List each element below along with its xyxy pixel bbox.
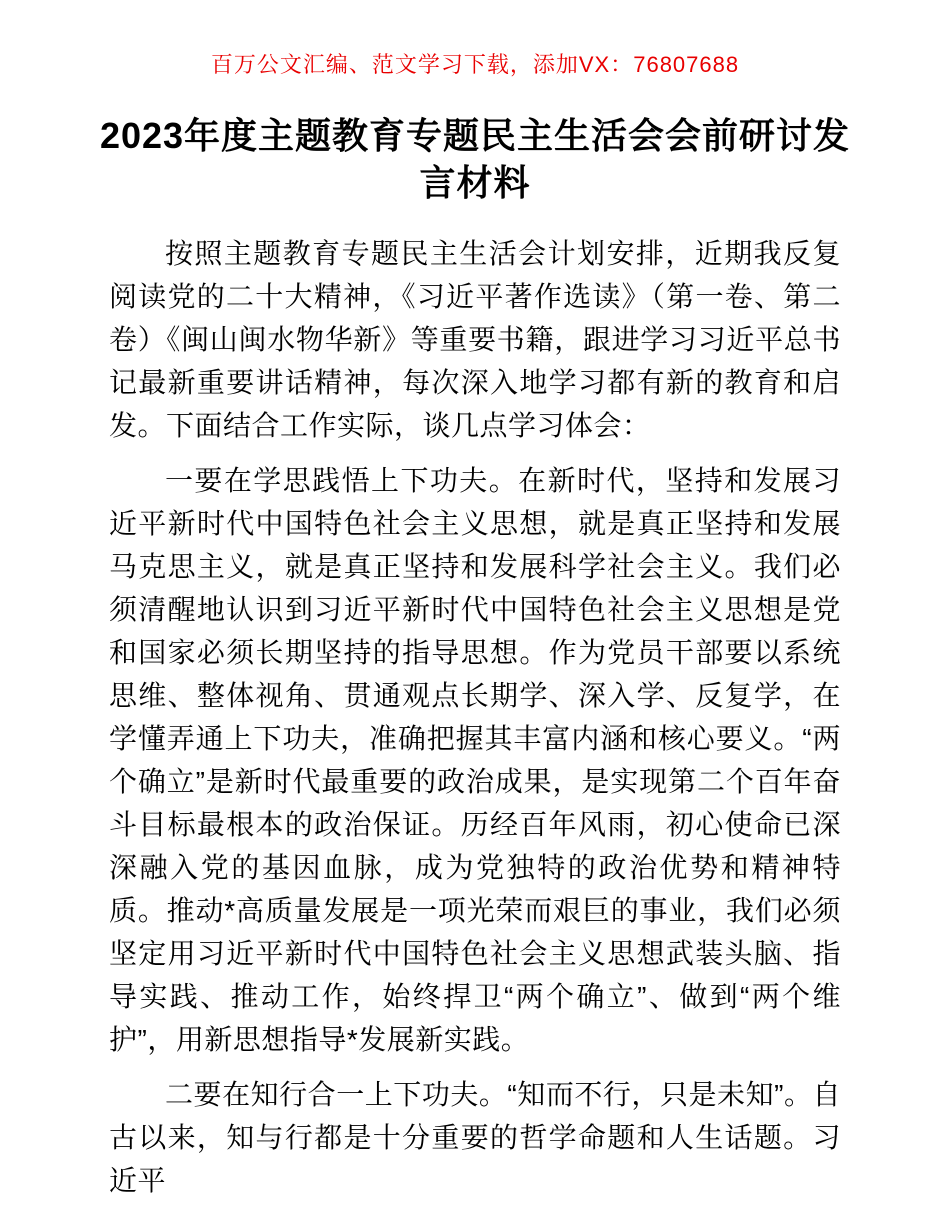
document-body: [109, 232, 841, 1202]
paragraph: 按照主题教育专题民主生活会计划安排，近期我反复阅读党的二十大精神，《习近平著作选读》（第一卷、第二卷）《闽山闽水物华新》等重要书籍，跟进学习习近平总书记最新重要讲话精神，每次深入地学习都有新的教育和启发。下面结合工作实际，谈几点学习体会：: [109, 238, 841, 441]
header-notice: 百万公文汇编、范文学习下载，添加VX：76807688: [210, 52, 740, 77]
paragraph: 二要在知行合一上下功夫。“知而不行，只是未知”。自古以来，知与行都是十分重要的哲学命题和人生话题。习近平: [109, 1079, 841, 1196]
page-title: 2023年度主题教育专题民主生活会会前研讨发言材料: [99, 115, 851, 203]
paragraph: 一要在学思践悟上下功夫。在新时代，坚持和发展习近平新时代中国特色社会主义思想，就是真正坚持和发展马克思主义，就是真正坚持和发展科学社会主义。我们必须清醒地认识到习近平新时代中国特色社会主义思想是党和国家必须长期坚持的指导思想。作为党员干部要以系统思维、整体视角、贯通观点长期学、深入学、反复学，在学懂弄通上下功夫，准确把握其丰富内涵和核心要义。“两个确立”是新时代最重要的政治成果，是实现第二个百年奋斗目标最根本的政治保证。历经百年风雨，初心使命已深深融入党的基因血脉，成为党独特的政治优势和精神特质。推动*高质量发展是一项光荣而艰巨的事业，我们必须坚定用习近平新时代中国特色社会主义思想武装头脑、指导实践、推动工作，始终捍卫“两个确立”、做到“两个维护”，用新思想指导*发展新实践。: [109, 465, 841, 1055]
